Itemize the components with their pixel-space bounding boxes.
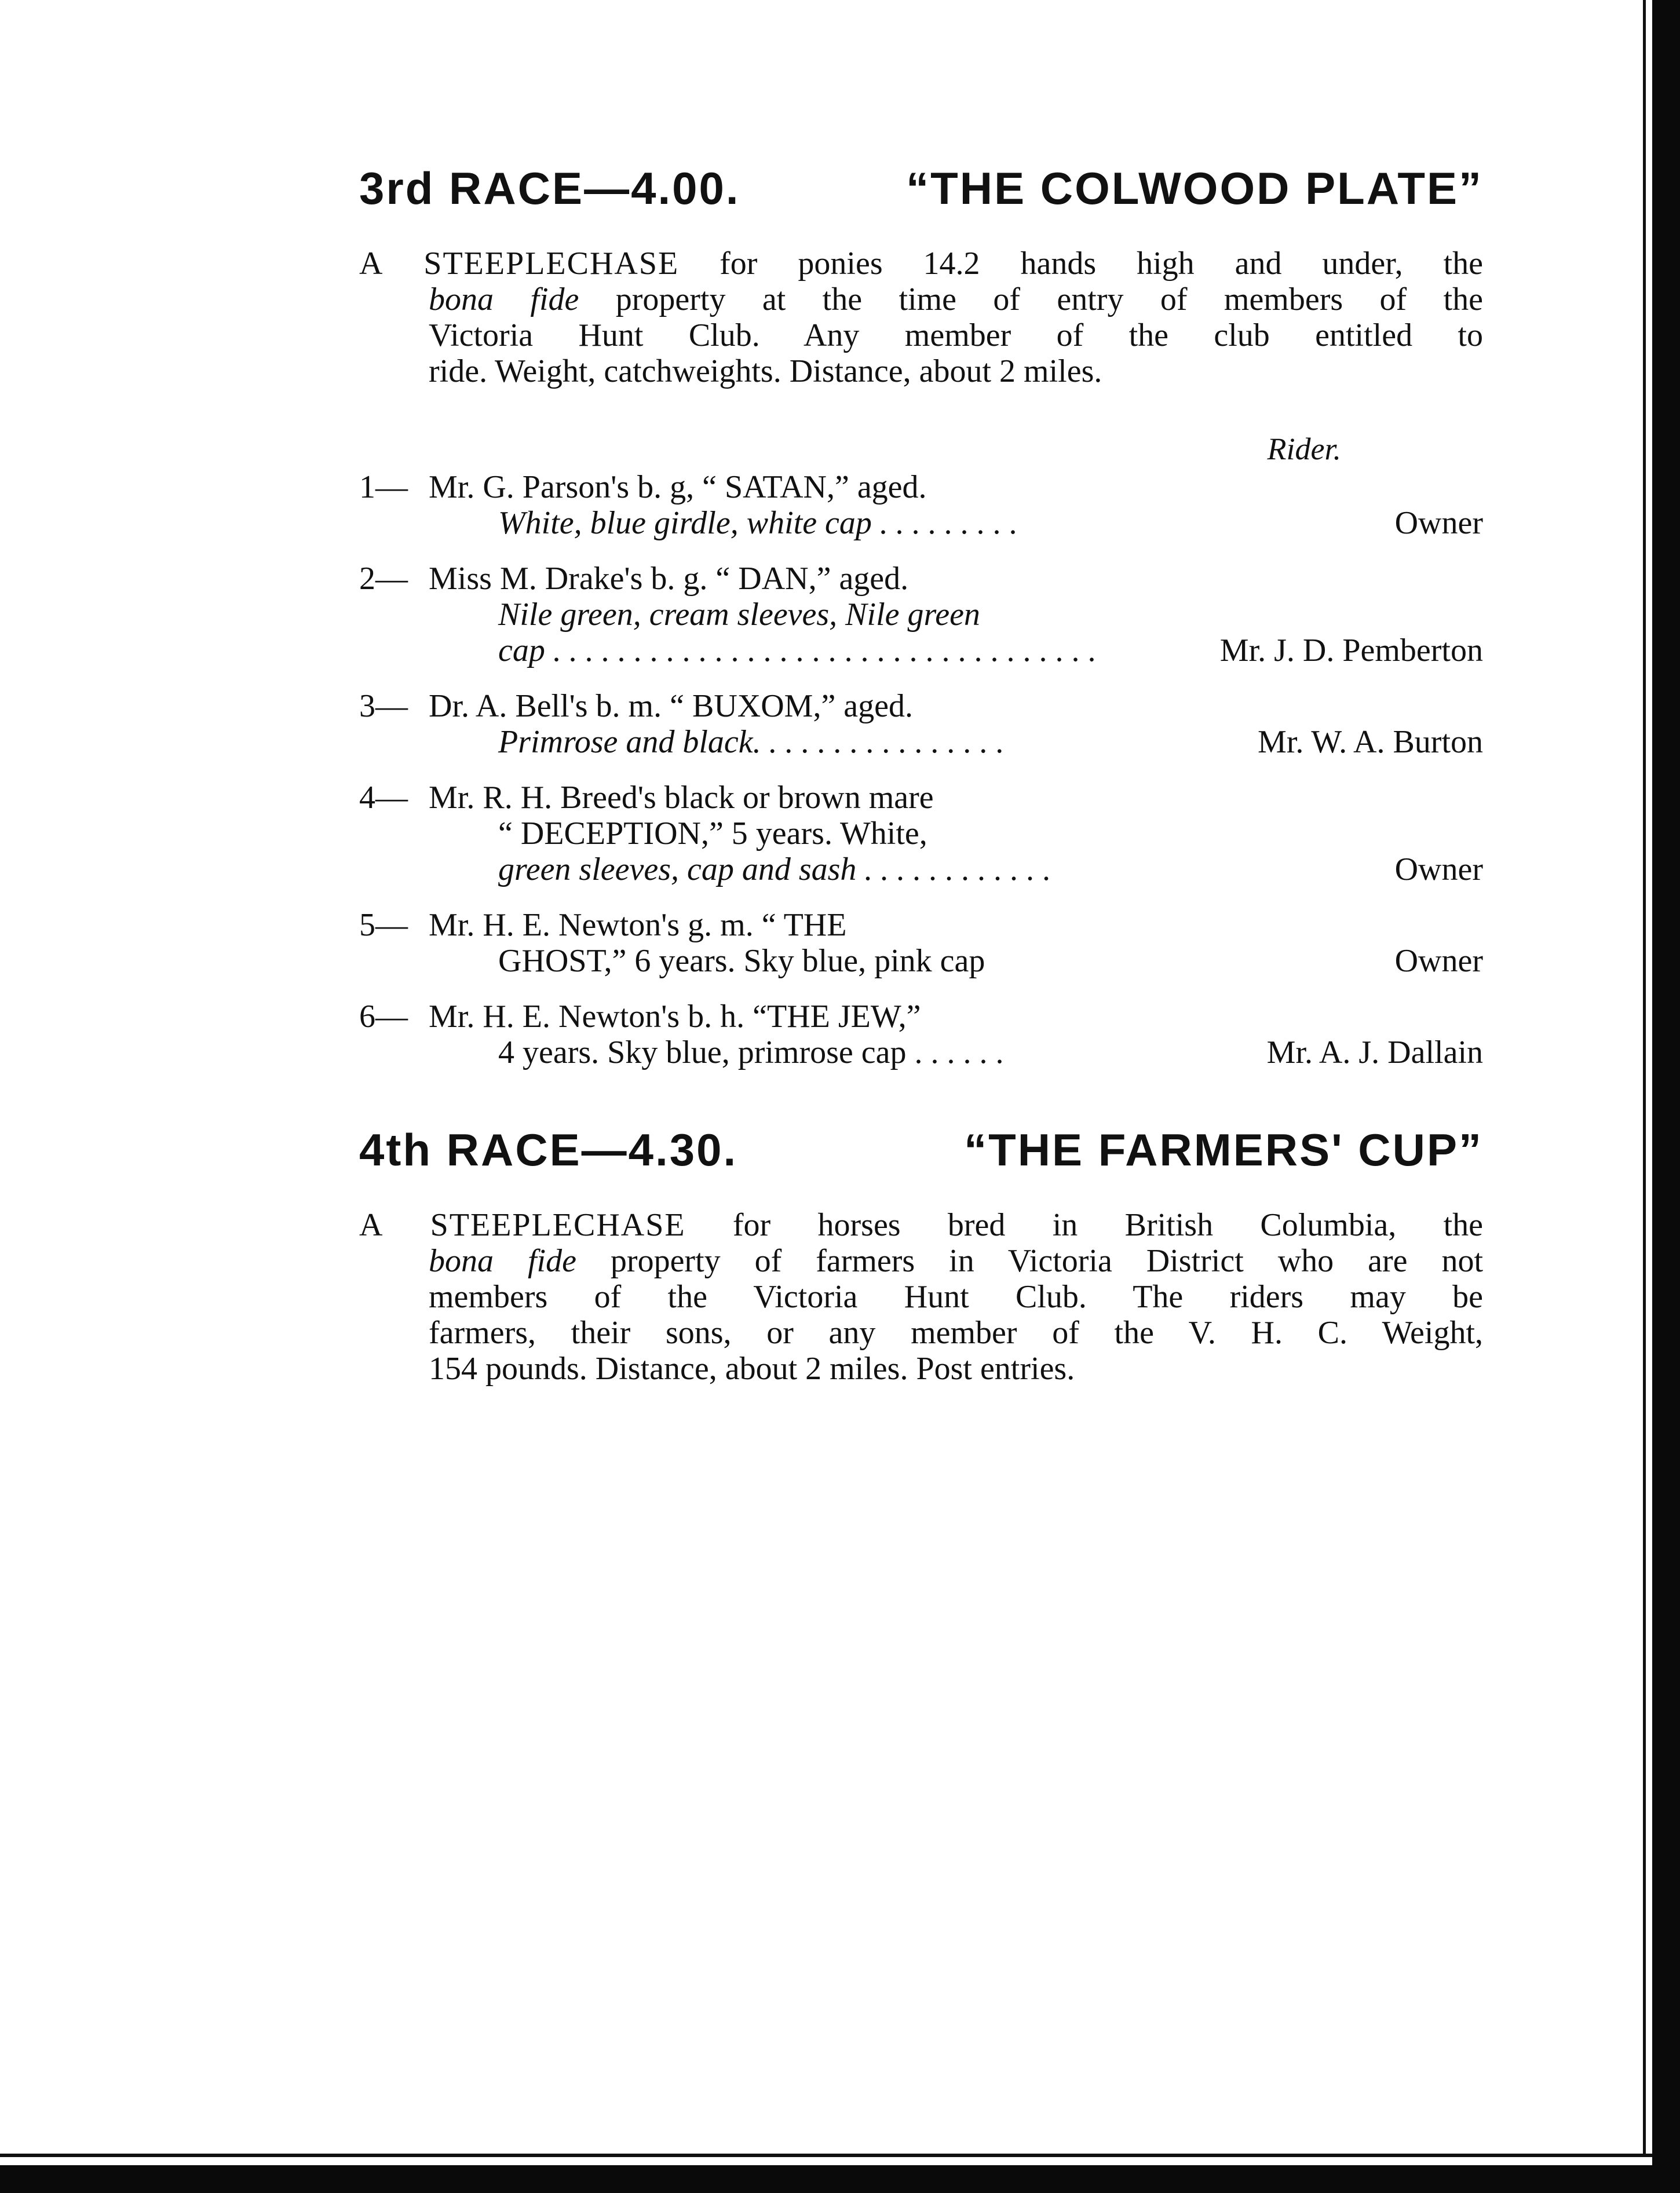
entry-colours: Primrose and black. . . . . . . . . . . . . . . . xyxy=(498,724,1005,760)
entry-number: 2— xyxy=(359,561,408,597)
entry-number: 1— xyxy=(359,469,408,505)
race-3-name: “THE COLWOOD PLATE” xyxy=(906,163,1483,214)
entry-horse: Mr. H. E. Newton's g. m. “ THE xyxy=(429,907,847,943)
entry-horse-cont: “ DECEPTION,” 5 years. White, xyxy=(498,816,927,851)
race-3-desc-line-1: A STEEPLECHASE for ponies 14.2 hands high and under, the xyxy=(359,246,1484,282)
entry-6 xyxy=(359,999,1483,1070)
page-edge-bottom xyxy=(0,2165,1680,2193)
race-4-desc-line-4: farmers, their sons, or any member of the V. H. C. Weight, xyxy=(429,1315,1483,1351)
entry-1 xyxy=(359,469,1483,541)
entry-2 xyxy=(359,561,1483,668)
race-3-desc-line-2: bona fide property at the time of entry of members of the xyxy=(429,282,1483,317)
entry-horse: Miss M. Drake's b. g. “ DAN,” aged. xyxy=(429,561,909,597)
entry-number: 4— xyxy=(359,780,408,816)
entry-horse-cont: GHOST,” 6 years. Sky blue, pink cap xyxy=(498,943,985,979)
entry-number: 3— xyxy=(359,688,408,724)
entry-horse: Dr. A. Bell's b. m. “ BUXOM,” aged. xyxy=(429,688,914,724)
entry-number: 6— xyxy=(359,999,408,1035)
entry-horse: Mr. H. E. Newton's b. h. “THE JEW,” xyxy=(429,999,921,1035)
entry-rider: Mr. A. J. Dallain xyxy=(1266,1035,1483,1070)
entry-colours: Nile green, cream sleeves, Nile green xyxy=(498,597,980,633)
race-4-number: 4th RACE—4.30. xyxy=(359,1124,738,1175)
entry-horse: Mr. R. H. Breed's black or brown mare xyxy=(429,780,934,816)
entry-rider: Owner xyxy=(1394,505,1483,541)
race-4-desc-line-5: 154 pounds. Distance, about 2 miles. Post entries. xyxy=(429,1351,1075,1387)
entry-horse: Mr. G. Parson's b. g, “ SATAN,” aged. xyxy=(429,469,927,505)
race-4-section xyxy=(359,1124,1483,1387)
entry-rider: Mr. W. A. Burton xyxy=(1258,724,1483,760)
race-3-number: 3rd RACE—4.00. xyxy=(359,163,740,214)
race-4-name: “THE FARMERS' CUP” xyxy=(964,1124,1483,1175)
entry-rider: Mr. J. D. Pemberton xyxy=(1219,633,1483,668)
entry-rider: Owner xyxy=(1394,943,1483,979)
race-4-desc-line-1: A STEEPLECHASE for horses bred in British Columbia, the xyxy=(359,1207,1483,1243)
page-bottom-rule xyxy=(0,2154,1652,2157)
race-4-desc-line-3: members of the Victoria Hunt Club. The riders may be xyxy=(429,1279,1483,1315)
race-4-heading xyxy=(359,1124,1483,1187)
race-3-desc-line-4: ride. Weight, catchweights. Distance, about 2 miles. xyxy=(429,353,1102,389)
entry-number: 5— xyxy=(359,907,408,943)
programme-page xyxy=(359,162,1483,1387)
entry-4 xyxy=(359,780,1483,887)
entry-colours: White, blue girdle, white cap . . . . . . . . . xyxy=(498,505,1018,541)
race-4-desc-line-2: bona fide property of farmers in Victoria District who are not xyxy=(429,1243,1484,1279)
race-3-desc-line-3: Victoria Hunt Club. Any member of the club entitled to xyxy=(429,317,1483,353)
page-right-rule xyxy=(1643,0,1646,2157)
race-3-entries xyxy=(359,469,1483,1070)
entry-3 xyxy=(359,688,1483,760)
entry-horse-cont: 4 years. Sky blue, primrose cap . . . . . . xyxy=(498,1035,1004,1070)
race-4-description xyxy=(359,1207,1483,1387)
entry-colours: green sleeves, cap and sash . . . . . . . . . . . . xyxy=(498,851,1051,887)
rider-column-heading: Rider. xyxy=(1267,432,1341,466)
entry-rider: Owner xyxy=(1394,851,1483,887)
entry-colours-cont: cap . . . . . . . . . . . . . . . . . . . . . . . . . . . . . . . . . . xyxy=(498,633,1097,668)
race-3-heading xyxy=(359,162,1483,226)
entry-5 xyxy=(359,907,1483,979)
page-edge-right xyxy=(1652,0,1680,2193)
race-3-description xyxy=(359,246,1483,389)
